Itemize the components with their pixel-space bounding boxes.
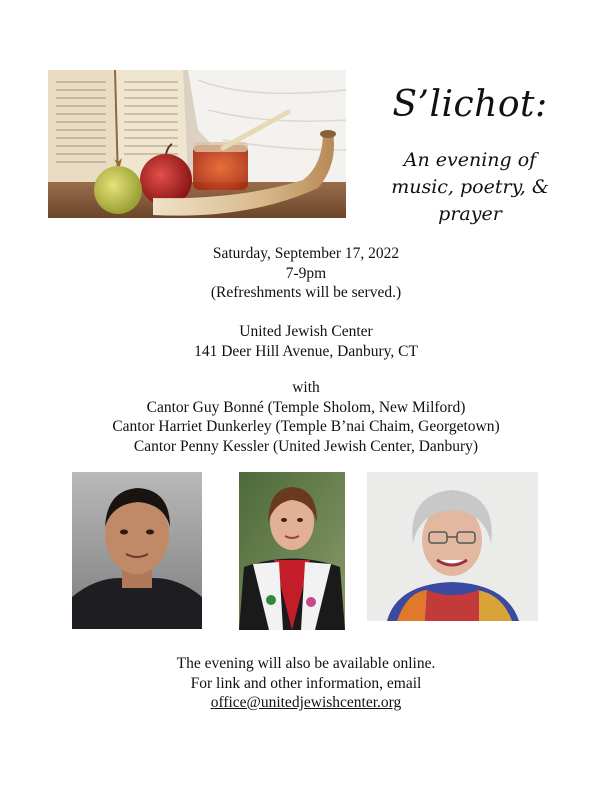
hero-illustration <box>48 70 346 218</box>
performers-intro: with <box>292 379 320 396</box>
portrait-guy-bonne <box>72 472 202 629</box>
subtitle <box>360 147 580 228</box>
footer-contact-note: For link and other information, email <box>190 674 422 692</box>
performers <box>0 378 612 456</box>
event-date: Saturday, September 17, 2022 <box>212 245 400 262</box>
page-title: S’lichot: <box>392 84 548 125</box>
performer-2: Cantor Harriet Dunkerley (Temple B’nai Chaim, Georgetown) <box>112 418 500 435</box>
subtitle-line-2: music, poetry, & prayer <box>391 176 549 225</box>
venue-name: United Jewish Center <box>239 323 373 340</box>
venue-address: 141 Deer Hill Avenue, Danbury, CT <box>194 342 418 360</box>
event-time: 7-9pm <box>285 264 327 282</box>
portrait-illustration <box>72 472 202 629</box>
portrait-harriet-dunkerley <box>239 472 345 630</box>
performer-3: Cantor Penny Kessler (United Jewish Center, Danbury) <box>133 437 479 455</box>
footer-online-note: The evening will also be available online. <box>176 655 436 672</box>
title-block <box>360 78 580 228</box>
performer-1: Cantor Guy Bonné (Temple Sholom, New Milford) <box>146 398 466 416</box>
hero-photo-shofar-apples-honey <box>48 70 346 218</box>
portrait-penny-kessler <box>367 472 538 621</box>
event-refreshments: (Refreshments will be served.) <box>210 284 402 301</box>
event-details <box>0 244 612 303</box>
venue-details <box>0 322 612 361</box>
portrait-illustration <box>239 472 345 630</box>
portrait-illustration <box>367 472 538 621</box>
footer <box>0 654 612 713</box>
email-link[interactable]: office@unitedjewishcenter.org <box>210 694 402 711</box>
subtitle-line-1: An evening of <box>403 149 537 171</box>
